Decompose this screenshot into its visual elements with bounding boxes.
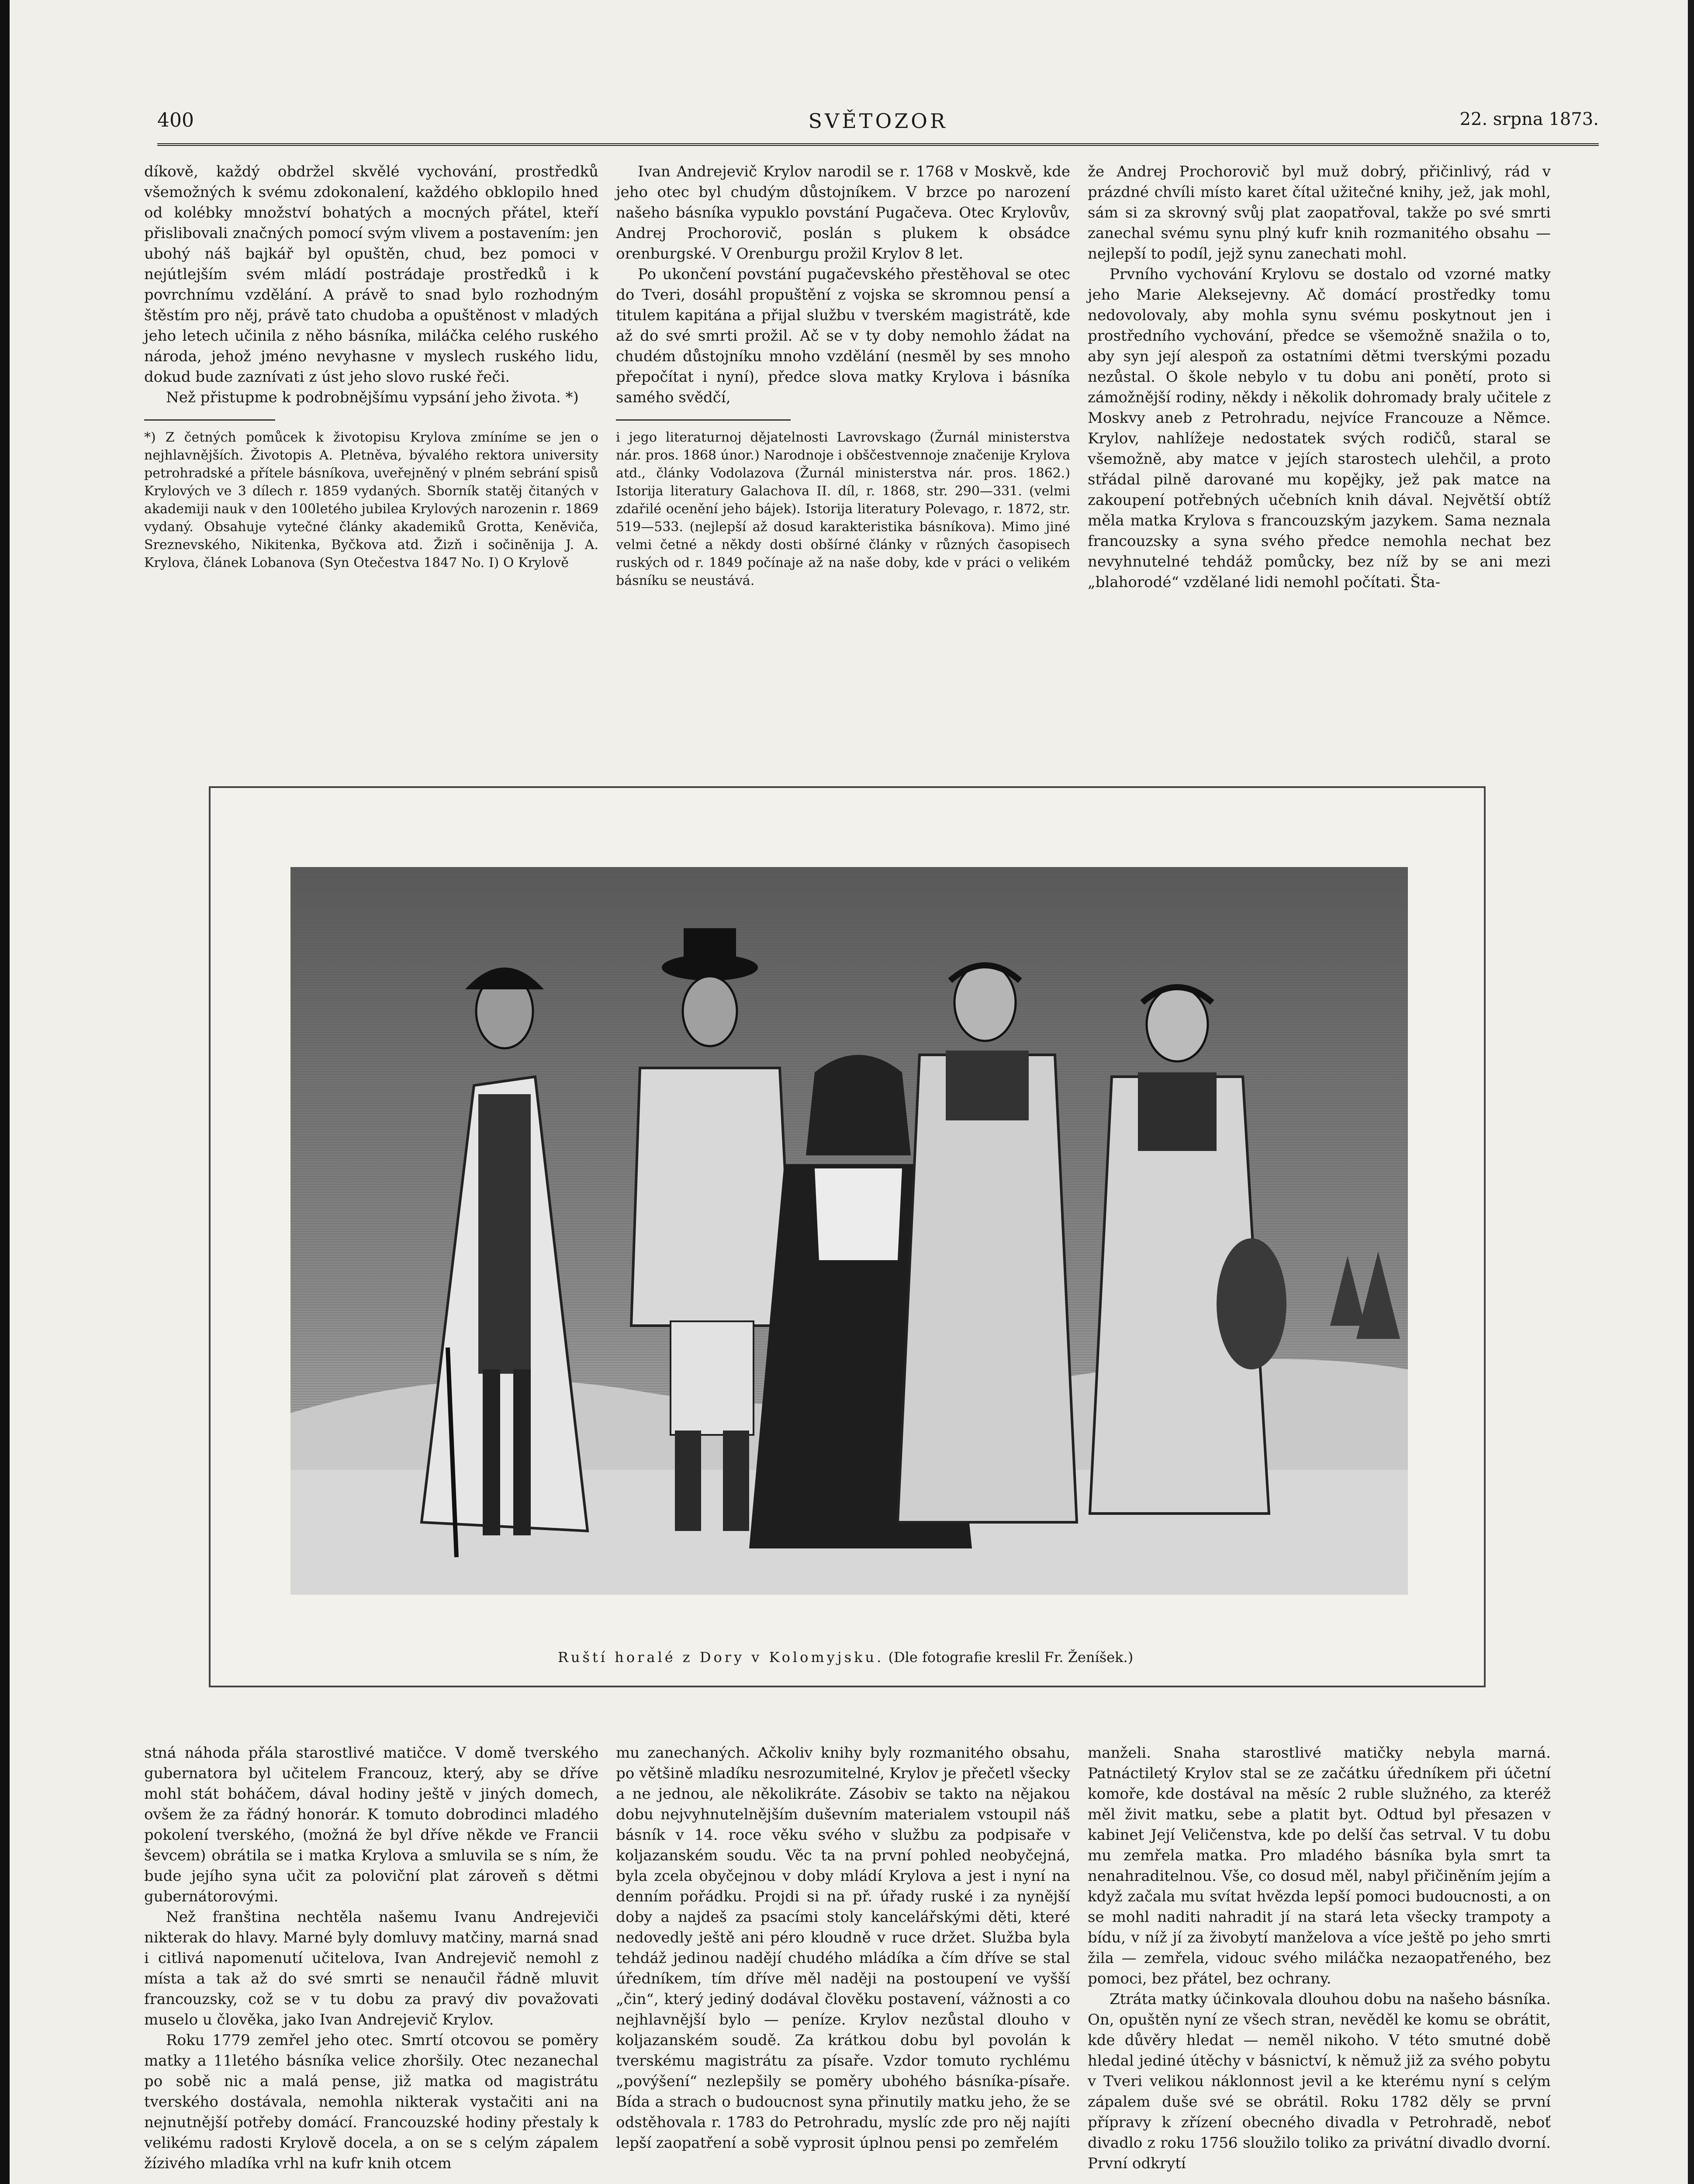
paragraph: Roku 1779 zemřel jeho otec. Smrtí otcovou se poměry matky a 11letého básníka velice zhoršily. Otec nezanechal po sobě nic a malá pense, již matka od magistrátu tverského dostávala, nemohla nikterak vystačiti ani na nejnutnější potřeby domácí. Francouzské hodiny přestaly k velikému radosti Krylově docela, a on se s celým zápalem žízivého mladíka vrhl na kufr knih otcem: [144, 2032, 598, 2172]
scan-border-left: [0, 0, 10, 2184]
footnote-rule: [144, 419, 275, 421]
page-number: 400: [157, 109, 194, 131]
running-header: [157, 109, 1599, 140]
bottom-column-2: [616, 1743, 1070, 2153]
paragraph: stná náhoda přála starostlivé matičce. V domě tverského gubernatora byl učitelem Francouz, který, aby se dříve mohl stát boháčem, dával hodiny ještě v jiných domech, ovšem že za řádný honorár. K tomuto dobrodinci mladého pokolení tverského, (možná že byl dříve někde ve Francii ševcem) obrátila se i matka Krylova a smluvila se s ním, že bude jejího syna učit za poloviční plat zároveň s dětmi gubernátorovými.: [144, 1744, 598, 1905]
header-rule: [157, 143, 1599, 146]
bottom-column-1: [144, 1743, 598, 2174]
footnote-rule: [616, 419, 791, 421]
top-column-2: [616, 162, 1070, 590]
bottom-column-3: [1088, 1743, 1551, 2174]
paragraph: díkově, každý obdržel skvělé vychování, prostředků všemožných k svému zdokonalení, každého obklopilo hned od kolébky množství bohatých a mocných přátel, kteří přislibovali značných pomocí svým vlivem a postavením: jen ubohý náš bajkář byl opuštěn, chud, bez pomoci v nejútlejším svém mládí postrádaje prostředků i k povrchnímu vzdělání. A právě to snad bylo rozhodným štěstím pro něj, právě tato chudoba a opuštěnost v mladých jeho letech učinila z něho básníka, miláčka celého ruského národa, jehož jméno nevyhasne v myslech ruského lidu, dokud bude zaznívati z úst jeho slovo ruské řeči.: [144, 163, 598, 386]
caption-title: Ruští horalé z Dory v Kolomyjsku.: [557, 1649, 884, 1666]
paragraph: Než přistupme k podrobnějšímu vypsání jeho života. *): [166, 389, 579, 406]
issue-date: 22. srpna 1873.: [1459, 109, 1599, 129]
scan-border-right: [1688, 0, 1694, 2184]
paragraph: Prvního vychování Krylovu se dostalo od vzorné matky jeho Marie Aleksejevny. Ač domácí prostředky tomu nedovolovaly, aby mohla synu svému poskytnout jen i prostředního vychování, předce se všemožně snažila o to, aby syn její alespoň za ostatními dětmi tverskými pozadu nezůstal. O škole nebylo v tu dobu ani ponětí, proto si zámožnější rodiny, někdy i několik dohromady braly učitele z Moskvy aneb z Petrohradu, nejvíce Francouze a Němce. Krylov, nahlížeje nedostatek svých rodičů, staral se všemožně, aby matce v jejích starostech ulehčil, a proto střádal pilně darované mu kopějky, jež pak matce na zakoupení potřebných učebních knih dával. Největší obtíž měla matka Krylova s francouzským jazykem. Sama neznala francouzsky a syna svého předce nemohla nechat bez nevyhnutelné tehdáž pomůcky, bez níž by se ani mezi „blahorodé“ vzdělané lidi nemohl počítati. Šta-: [1088, 266, 1551, 591]
footnote: *) Z četných pomůcek k životopisu Krylova zmíníme se jen o nejhlavnějších. Životopis A. Pletněva, bývalého rektora university petrohradské a přítele básníkova, uveřejněný v plném sebrání spisů Krylových ve 3 dílech r. 1859 vydaných. Sborník statěj čitaných v akademiji nauk v den 100letého jubilea Krylových narozenin r. 1869 vydaný. Obsahuje vytečné články akademiků Grotta, Keněviča, Sreznevského, Nikitenka, Byčkova atd. Žizň i sočiněnija J. A. Krylova, článek Lobanova (Syn Otečestva 1847 No. I) O Krylově: [144, 430, 598, 570]
top-column-3: [1088, 162, 1551, 593]
caption-credit: (Dle fotografie kreslil Fr. Ženíšek.): [888, 1649, 1134, 1666]
journal-title: SVĚTOZOR: [808, 109, 948, 133]
paragraph: Ivan Andrejevič Krylov narodil se r. 1768 v Moskvě, kde jeho otec byl chudým důstojníkem. V brzce po narození našeho básníka vypuklo povstání Pugačeva. Otec Krylovův, Andrej Prochorovič, poslán s plukem k obsádce orenburgské. V Orenburgu prožil Krylov 8 let.: [616, 163, 1070, 263]
paragraph: Ztráta matky účinkovala dlouhou dobu na našeho básníka. On, opuštěn nyní ze všech stran, nevěděl ke komu se obrátit, kde důvěry hledat — neměl nikoho. V této smutné době hledal jediné útěchy v básnictví, k němuž již za svého pobytu v Tveri velikou náklonnost jevil a ke kterému nyní s celým zápalem duše své se obrátil. Roku 1782 děly se první přípravy k zřízení obecného divadla v Petrohradě, neboť divadlo z roku 1756 sloužilo toliko za privátní divadlo dvorní. První odkrytí: [1088, 1990, 1551, 2172]
paragraph: že Andrej Prochorovič byl muž dobrý, přičinlivý, rád v prázdné chvíli místo karet čítal užitečné knihy, jež, jak mohl, sám si za skrovný svůj plat zaopatřoval, takže po své smrti zanechal svému synu plný kufr knih rozmanitého obsahu — nejlepší to podíl, jejž synu zanechati mohl.: [1088, 163, 1551, 263]
engraving-illustration: [290, 867, 1408, 1595]
figure-caption: [209, 1649, 1482, 1666]
paragraph: mu zanechaných. Ačkoliv knihy byly rozmanitého obsahu, po většině mladíku nesrozumitelné, Krylov je přečetl všecky a ne jednou, ale několikráte. Zásobiv se takto na nějakou dobu nejvyhnutelnějším duševním materialem vstoupil náš básník v 14. roce věku svého v službu za podpisaře v koljazanském soudu. Věc ta na první pohled neobyčejná, byla zcela obyčejnou v doby mládí Krylova a jest i nyní na denním pořádku. Projdi si na př. úřady ruské i za nynější doby a najdeš za psacími stoly kancelářskými děti, které nedovedly ještě ani péro kloudně v ruce držet. Služba byla tehdáž jedinou nadějí chudého mládíka a čím dříve se stal úředníkem, tím dříve měl naději na postoupení ve vyšší „čin“, který jediný dodával člověku postavení, vážnosti a co nejhlavnější bylo — peníze. Krylov nezůstal dlouho v koljazanském soudě. Za krátkou dobu byl povolán k tverskému magistrátu za písaře. Vzdor tomuto rychlému „povýšení“ nezlepšily se poměry ubohého básníka-písaře. Bída a strach o budoucnost syna přinutily matku jeho, že se odstěhovala r. 1783 do Petrohradu, myslíc zde pro něj najíti lepší zaopatření a sobě vyprosit úplnou pensi po zemřelém: [616, 1744, 1070, 2152]
paragraph: Po ukončení povstání pugačevského přestěhoval se otec do Tveri, dosáhl propuštění z vojska se skromnou pensí a titulem kapitána a přijal službu v tverském magistrátě, kde až do své smrti prožil. Ač se v ty doby nemohlo žádat na chudém důstojníku mnoho vzdělání (nesměl by ses mnoho přepočítat i nyní), předce slova matky Krylova i básníka samého svědčí,: [616, 266, 1070, 406]
top-column-1: [144, 162, 598, 572]
paragraph: manželi. Snaha starostlivé matičky nebyla marná. Patnáctiletý Krylov stal se ze začátku úředníkem při účetní komoře, kde dostával na měsíc 2 ruble služného, za kteréž měl živit matku, sebe a platit byt. Odtud byl přesazen v kabinet Její Veličenstva, kde po delší čas setrval. V tu dobu mu zemřela matka. Pro mladého básníka byla smrt ta nenahraditelnou. Vše, co dosud měl, nabyl přičiněním jejím a když začala mu svítat hvězda lepší pomoci budoucnosti, a on se mohl naditi nahradit jí na stará leta všecky trampoty a bídu, v níž jí za živobytí manželova a více ještě po jeho smrti žila — zemřela, vidouc svého miláčka nezaopatřeného, bez pomoci, bez přátel, bez ochrany.: [1088, 1744, 1551, 1987]
paragraph: Než franština nechtěla našemu Ivanu Andrejeviči nikterak do hlavy. Marné byly domluvy matčiny, marná snad i citlivá napomenutí učitelova, Ivan Andrejevič nemohl z místa a tak až do své smrti se nenaučil řádně mluvit francouzsky, což se v tu dobu za pravý div považovati muselo u člověka, jako Ivan Andrejevič Krylov.: [144, 1908, 598, 2028]
footnote-continued: i jego literaturnoj dějatelnosti Lavrovskago (Žurnál ministerstva nár. pros. 1868 únor.) Narodnoje i obščestvennoje značenije Krylova atd., články Vodolazova (Žurnál ministerstva nár. pros. 1862.) Istorija literatury Galachova II. díl, r. 1868, str. 290—331. (velmi zdařilé ocenění jeho bájek). Istorija literatury Polevago, r. 1872, str. 519—533. (nejlepší až dosud karakteristika básníkova). Mimo jiné velmi četné a někdy dosti obšírné články v různých časopisech ruských od r. 1849 počínaje až na naše doby, kde v práci o velikém básníku se neustává.: [616, 430, 1070, 588]
